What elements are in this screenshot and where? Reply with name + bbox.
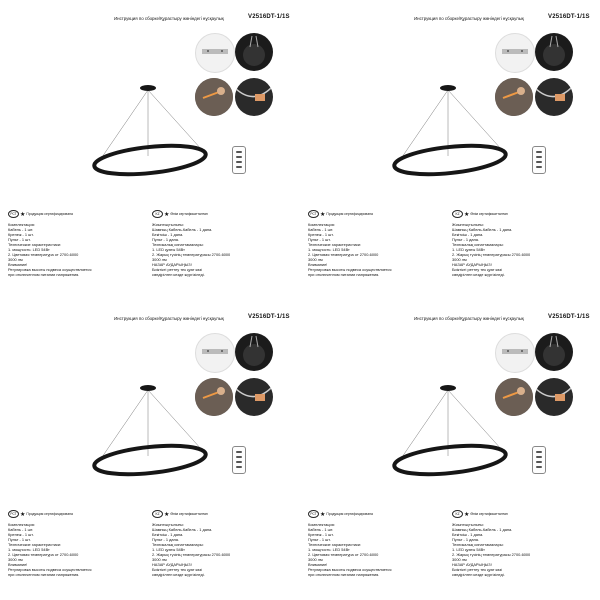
cable-adjustment-photo [535,378,573,416]
rus-cert-text: Продукция сертифицирована [326,512,373,516]
spec-line: сөндірілген кезде жүргізіледі. [452,572,505,577]
spec-line: 3000 лм [452,257,467,262]
spec-line: при отключенном питании напряжения. [8,572,80,577]
spec-line: Крепеж - 1 шт. [308,532,334,537]
canopy-wiring-photo [235,33,273,71]
spec-line: Внимание! [308,262,328,267]
spec-line: Шамның Кабель-Кабель - 1 дана. [152,527,213,532]
spec-line: Пульт - 1 шт. [8,537,31,542]
spec-line: Регулировка высоты подвеса осуществляется [8,267,92,272]
spec-line: Технические характеристики: [8,242,61,247]
canopy-wiring-photo [535,333,573,371]
ceiling-canopy [140,385,156,391]
pendant-lamp-illustration [390,380,510,490]
spec-line: Кабель - 1 шт. [8,227,34,232]
star-icon: ★ [320,211,326,218]
spec-line: 1. LED қуаты 54Вт [452,247,485,252]
spec-line: 1. мощность: LED 54Вт [8,547,50,552]
instructions-title: Инструкция по сборке/Құрастыру жөніндегі нұсқаулық [114,16,224,21]
spec-line: Кабель - 1 шт. [8,527,34,532]
spec-line: 2. Цветовая температура от 2700-6000 [8,252,79,257]
instruction-panel-4 [300,300,600,600]
led-ring [93,441,207,479]
spec-line: Техникалық сипаттамалары: [152,242,204,247]
spec-line: Пульт - 1 дана. [452,537,479,542]
spec-line: Бекіткіш - 1 дана. [452,232,484,237]
spec-line: Пульт - 1 дана. [152,237,179,242]
model-number: V2516DT-1/1S [548,314,590,320]
instructions-title: Инструкция по сборке/Құрастыру жөніндегі нұсқаулық [414,316,524,321]
kaz-cert-text: Өнім сертификатталған [470,512,508,516]
specs-russian [8,222,148,277]
star-icon: ★ [164,511,170,518]
spec-line: 3000 лм [452,557,467,562]
led-ring [393,441,507,479]
star-icon: ★ [20,211,26,218]
installation-step-photo [495,78,533,116]
specs-russian [8,522,148,577]
spec-line: Пульт - 1 дана. [152,537,179,542]
rus-certification [308,210,373,218]
spec-line: НАЗАР АУДАРЫҢЫЗ! [152,262,192,267]
cable-adjustment-photo [235,378,273,416]
pendant-lamp-illustration [90,80,210,190]
kaz-cert-mark-icon: KZ [152,210,163,218]
remote-control-icon [532,446,546,474]
spec-line: Внимание! [308,562,328,567]
spec-line: 3000 лм [308,257,323,262]
spec-line: Крепеж - 1 шт. [308,232,334,237]
spec-line: 1. мощность: LED 54Вт [308,547,350,552]
instructions-title: Инструкция по сборке/Құрастыру жөніндегі нұсқаулық [114,316,224,321]
spec-line: Техникалық сипаттамалары: [152,542,204,547]
canopy-wiring-photo [535,33,573,71]
spec-line: 2. Жарық түсінің температурасы 2700-6000 [152,252,231,257]
led-ring [93,141,207,179]
rus-cert-mark-icon: РСТ [8,210,19,218]
panel-header [92,12,292,22]
spec-line: Комплектация: [8,222,35,227]
ceiling-canopy [140,85,156,91]
specs-russian [308,522,448,577]
spec-line: Шамның Кабель-Кабель - 1 дана. [452,227,513,232]
spec-line: Жиынтықтылығы: [452,222,484,227]
spec-line: Технические характеристики: [308,242,361,247]
rus-cert-mark-icon: РСТ [308,210,319,218]
specs-russian [308,222,448,277]
rus-cert-mark-icon: РСТ [8,510,19,518]
kaz-cert-mark-icon: KZ [452,210,463,218]
spec-line: 3000 лм [8,257,23,262]
spec-line: 2. Цветовая температура от 2700-6000 [308,252,379,257]
installation-step-photo [195,378,233,416]
spec-line: НАЗАР АУДАРЫҢЫЗ! [452,562,492,567]
instruction-panel-2 [300,0,600,300]
instruction-panel-3 [0,300,300,600]
spec-line: Внимание! [8,262,28,267]
spec-line: Биіктікті реттеу тек қуат көзі [152,567,203,572]
spec-line: 2. Жарық түсінің температурасы 2700-6000 [152,552,231,557]
spec-line: сөндірілген кезде жүргізіледі. [452,272,505,277]
spec-line: 1. LED қуаты 54Вт [452,547,485,552]
specs-kazakh [152,222,292,277]
panel-header [92,312,292,322]
spec-line: 2. Жарық түсінің температурасы 2700-6000 [452,552,531,557]
remote-control-icon [232,146,246,174]
kaz-cert-text: Өнім сертификатталған [170,512,208,516]
panel-header [392,312,592,322]
spec-line: 2. Цветовая температура от 2700-6000 [8,552,79,557]
kaz-certification [452,210,508,218]
spec-line: 1. LED қуаты 54Вт [152,547,185,552]
spec-line: сөндірілген кезде жүргізіледі. [152,572,205,577]
star-icon: ★ [320,511,326,518]
ceiling-canopy [440,85,456,91]
spec-line: Жиынтықтылығы: [452,522,484,527]
panel-header [392,12,592,22]
mounting-bracket-photo [195,33,235,73]
spec-line: при отключенном питании напряжения. [308,572,380,577]
spec-line: Бекіткіш - 1 дана. [152,232,184,237]
specs-kazakh [152,522,292,577]
led-ring [393,141,507,179]
spec-line: Регулировка высоты подвеса осуществляется [8,567,92,572]
spec-line: Кабель - 1 шт. [308,527,334,532]
kaz-cert-text: Өнім сертификатталған [470,212,508,216]
spec-line: Биіктікті реттеу тек қуат көзі [452,567,503,572]
ceiling-canopy [440,385,456,391]
spec-line: Внимание! [8,562,28,567]
spec-line: 2. Жарық түсінің температурасы 2700-6000 [452,252,531,257]
kaz-certification [152,210,208,218]
pendant-lamp-illustration [390,80,510,190]
spec-line: Биіктікті реттеу тек қуат көзі [152,267,203,272]
remote-control-icon [232,446,246,474]
spec-line: Крепеж - 1 шт. [8,532,34,537]
suspension-cables [400,90,502,160]
kaz-certification [452,510,508,518]
spec-line: Шамның Кабель-Кабель - 1 дана. [452,527,513,532]
spec-line: Регулировка высоты подвеса осуществляется [308,567,392,572]
spec-line: 3000 лм [152,257,167,262]
rus-cert-text: Продукция сертифицирована [26,212,73,216]
spec-line: Жиынтықтылығы: [152,522,184,527]
kaz-cert-mark-icon: KZ [452,510,463,518]
spec-line: Бекіткіш - 1 дана. [152,532,184,537]
star-icon: ★ [20,511,26,518]
spec-line: Биіктікті реттеу тек қуат көзі [452,267,503,272]
suspension-cables [400,390,502,460]
kaz-cert-mark-icon: KZ [152,510,163,518]
spec-line: 3000 лм [152,557,167,562]
mounting-bracket-photo [195,333,235,373]
cable-adjustment-photo [535,78,573,116]
instructions-title: Инструкция по сборке/Құрастыру жөніндегі нұсқаулық [414,16,524,21]
installation-step-photo [495,378,533,416]
specs-kazakh [452,522,592,577]
star-icon: ★ [164,211,170,218]
spec-line: 3000 лм [8,557,23,562]
model-number: V2516DT-1/1S [548,14,590,20]
spec-line: сөндірілген кезде жүргізіледі. [152,272,205,277]
spec-line: Бекіткіш - 1 дана. [452,532,484,537]
star-icon: ★ [464,211,470,218]
spec-line: НАЗАР АУДАРЫҢЫЗ! [152,562,192,567]
spec-line: Пульт - 1 шт. [8,237,31,242]
spec-line: Крепеж - 1 шт. [8,232,34,237]
canopy-wiring-photo [235,333,273,371]
specs-kazakh [452,222,592,277]
spec-line: Шамның Кабель-Кабель - 1 дана. [152,227,213,232]
star-icon: ★ [464,511,470,518]
spec-line: при отключенном питании напряжения. [308,272,380,277]
spec-line: Регулировка высоты подвеса осуществляется [308,267,392,272]
spec-line: Пульт - 1 дана. [452,237,479,242]
rus-cert-text: Продукция сертифицирована [326,212,373,216]
spec-line: Техникалық сипаттамалары: [452,542,504,547]
pendant-lamp-illustration [90,380,210,490]
spec-line: Пульт - 1 шт. [308,237,331,242]
spec-line: Комплектация: [308,522,335,527]
spec-line: 3000 лм [308,557,323,562]
spec-line: при отключенном питании напряжения. [8,272,80,277]
instruction-panel-1 [0,0,300,300]
suspension-cables [100,90,202,160]
spec-line: 1. LED қуаты 54Вт [152,247,185,252]
rus-certification [8,510,73,518]
rus-certification [308,510,373,518]
spec-line: Кабель - 1 шт. [308,227,334,232]
rus-cert-mark-icon: РСТ [308,510,319,518]
spec-line: 1. мощность: LED 54Вт [308,247,350,252]
model-number: V2516DT-1/1S [248,14,290,20]
rus-cert-text: Продукция сертифицирована [26,512,73,516]
spec-line: Комплектация: [308,222,335,227]
remote-control-icon [532,146,546,174]
cable-adjustment-photo [235,78,273,116]
kaz-cert-text: Өнім сертификатталған [170,212,208,216]
rus-certification [8,210,73,218]
spec-line: Комплектация: [8,522,35,527]
spec-line: Пульт - 1 шт. [308,537,331,542]
mounting-bracket-photo [495,333,535,373]
spec-line: Технические характеристики: [308,542,361,547]
spec-line: Техникалық сипаттамалары: [452,242,504,247]
mounting-bracket-photo [495,33,535,73]
kaz-certification [152,510,208,518]
spec-line: НАЗАР АУДАРЫҢЫЗ! [452,262,492,267]
spec-line: Жиынтықтылығы: [152,222,184,227]
spec-line: 1. мощность: LED 54Вт [8,247,50,252]
spec-line: Технические характеристики: [8,542,61,547]
suspension-cables [100,390,202,460]
model-number: V2516DT-1/1S [248,314,290,320]
installation-step-photo [195,78,233,116]
spec-line: 2. Цветовая температура от 2700-6000 [308,552,379,557]
